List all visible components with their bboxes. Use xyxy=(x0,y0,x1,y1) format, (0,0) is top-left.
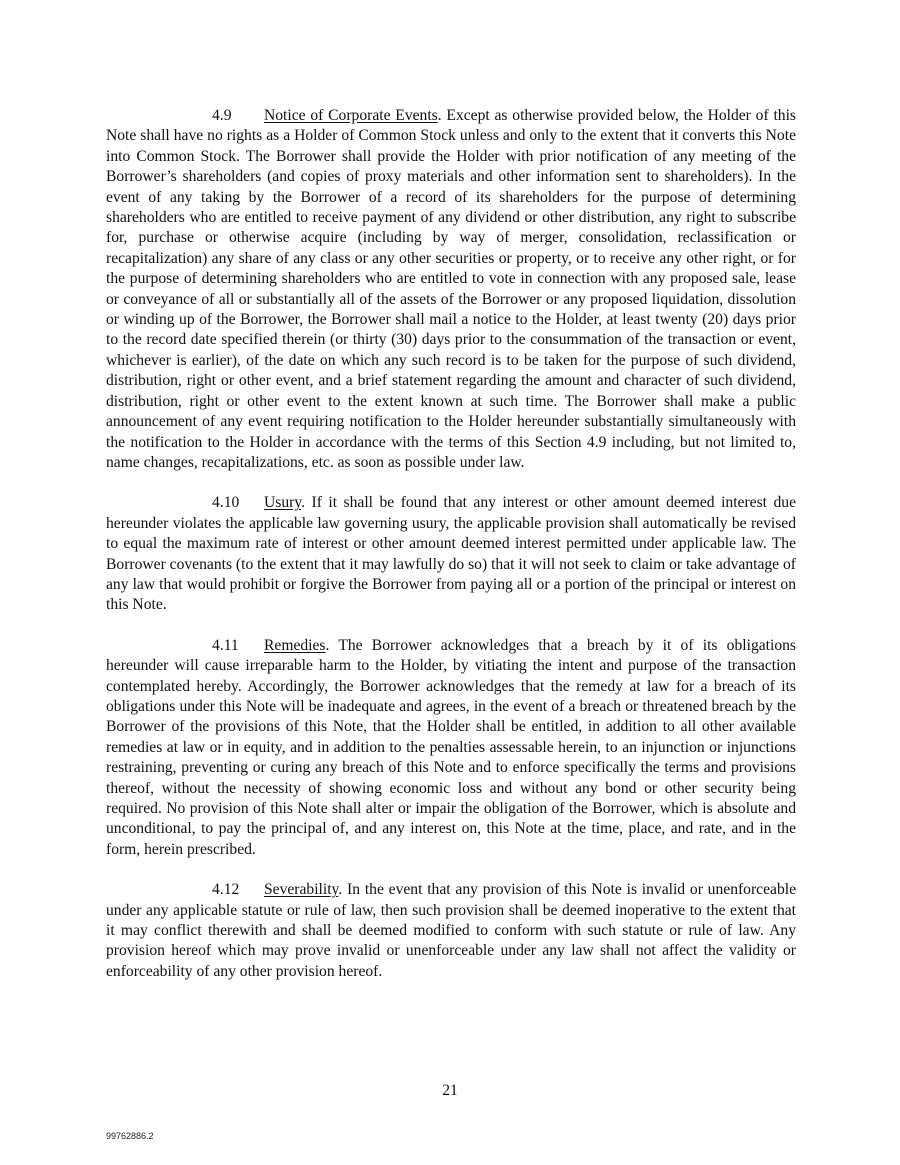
section-4-12 xyxy=(106,880,796,982)
section-number: 4.9 xyxy=(212,107,232,124)
section-heading: Usury xyxy=(264,494,302,512)
section-text: . If it shall be found that any interest or other amount deemed interest due hereunder violates the applicable law governing usury, the applicable provision shall automatically be revised to equal the maximum rate of interest or other amount deemed interest permitted under applicable law. The Borrower covenants (to the extent that it may lawfully do so) that it will not seek to claim or take advantage of any law that would prohibit or forgive the Borrower from paying all or a portion of the principal or interest on this Note. xyxy=(106,494,796,614)
section-heading: Severability xyxy=(264,881,339,899)
section-heading: Remedies xyxy=(264,636,326,654)
section-4-9 xyxy=(106,106,796,473)
document-id: 99762886.2 xyxy=(106,1131,154,1141)
section-text: . The Borrower acknowledges that a breach by it of its obligations hereunder will cause irreparable harm to the Holder, by vitiating the intent and purpose of the transaction contemplated hereby. Accordingly, the Borrower acknowledges that the remedy at law for a breach of its obligations under this Note will be inadequate and agrees, in the event of a breach or threatened breach by the Borrower of the provisions of this Note, that the Holder shall be entitled, in addition to all other available remedies at law or in equity, and in addition to the penalties assessable herein, to an injunction or injunctions restraining, preventing or curing any breach of this Note and to enforce specifically the terms and provisions thereof, without the necessity of showing economic loss and without any bond or other security being required. No provision of this Note shall alter or impair the obligation of the Borrower, which is absolute and unconditional, to pay the principal of, and any interest on, this Note at the time, place, and rate, and in the form, herein prescribed. xyxy=(106,636,796,858)
section-number: 4.12 xyxy=(212,881,240,899)
section-heading: Notice of Corporate Events xyxy=(264,107,438,124)
section-number: 4.11 xyxy=(212,636,239,654)
document-body xyxy=(106,106,796,1002)
page-number: 21 xyxy=(442,1082,458,1099)
section-number: 4.10 xyxy=(212,494,240,512)
section-4-11 xyxy=(106,636,796,860)
section-4-10 xyxy=(106,493,796,615)
section-text: . Except as otherwise provided below, the Holder of this Note shall have no rights as a Holder of Common Stock unless and only to the extent that it converts this Note into Common Stock. The Borrower shall provide the Holder with prior notification of any meeting of the Borrower’s shareholders (and copies of proxy materials and other information sent to shareholders). In the event of any taking by the Borrower of a record of its shareholders for the purpose of determining shareholders who are entitled to receive payment of any dividend or other distribution, any right to subscribe for, purchase or otherwise acquire (including by way of merger, consolidation, reclassification or recapitalization) any share of any class or any other securities or property, or to receive any other right, or for the purpose of determining shareholders who are entitled to vote in connection with any proposed sale, lease or conveyance of all or substantially all of the assets of the Borrower or any proposed liquidation, dissolution or winding up of the Borrower, the Borrower shall mail a notice to the Holder, at least twenty (20) days prior to the record date specified therein (or thirty (30) days prior to the consummation of the transaction or event, whichever is earlier), of the date on which any such record is to be taken for the purpose of such dividend, distribution, right or other event, and a brief statement regarding the amount and character of such dividend, distribution, right or other event to the extent known at such time. The Borrower shall make a public announcement of any event requiring notification to the Holder hereunder substantially simultaneously with the notification to the Holder in accordance with the terms of this Section 4.9 including, but not limited to, name changes, recapitalizations, etc. as soon as possible under law. xyxy=(106,107,796,471)
section-text: . In the event that any provision of this Note is invalid or unenforceable under any applicable statute or rule of law, then such provision shall be deemed inoperative to the extent that it may conflict therewith and shall be deemed modified to conform with such statute or rule of law. Any provision hereof which may prove invalid or unenforceable under any law shall not affect the validity or enforceability of any other provision hereof. xyxy=(106,881,796,980)
